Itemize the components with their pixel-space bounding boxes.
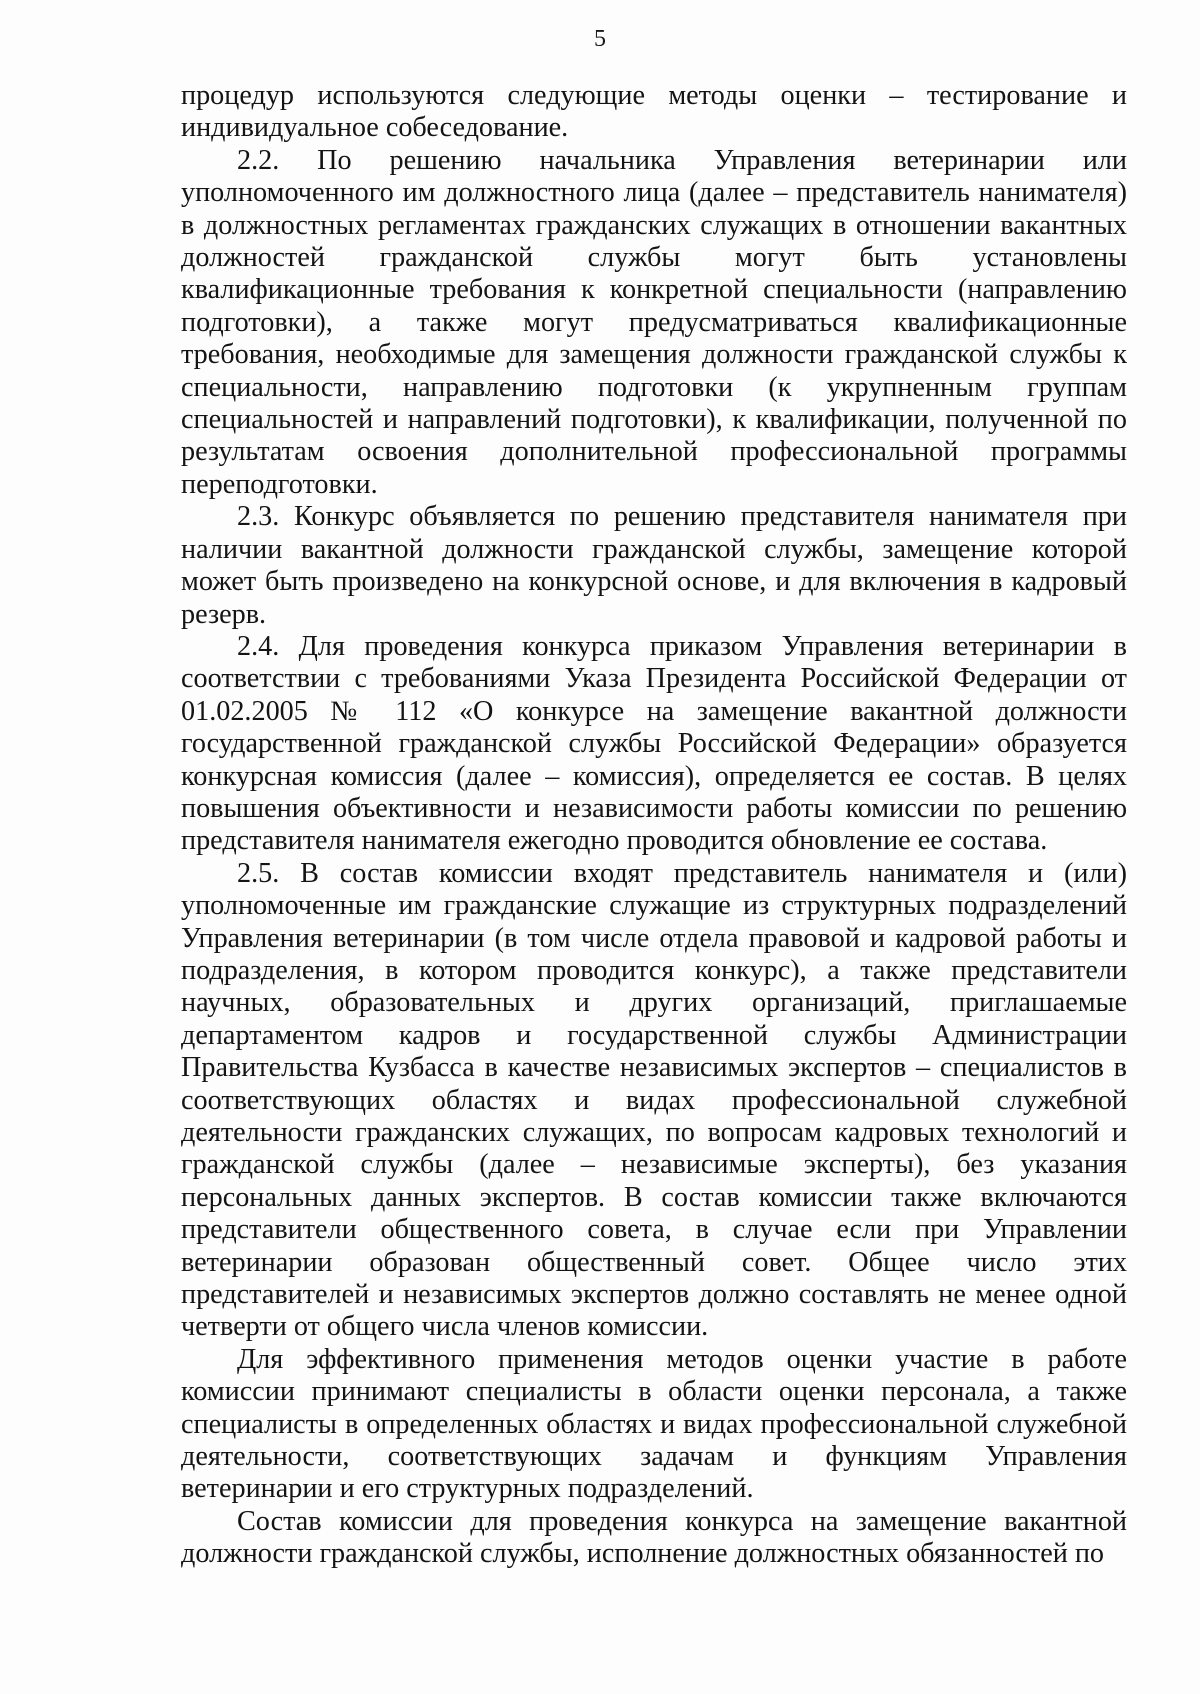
paragraph-2-3: 2.3. Конкурс объявляется по решению представителя нанимателя при наличии вакантной должности гражданской службы, замещение которой может быть произведено на конкурсной основе, и для включения в кадровый резерв.	[181, 501, 1127, 630]
document-body	[181, 80, 1127, 1571]
paragraph-2-5: 2.5. В состав комиссии входят представитель нанимателя и (или) уполномоченные им гражданские служащие из структурных подразделений Управления ветеринарии (в том числе отдела правовой и кадровой работы и подразделения, в котором проводится конкурс), а также представители научных, образовательных и других организаций, приглашаемые департаментом кадров и государственной службы Администрации Правительства Кузбасса в качестве независимых экспертов – специалистов в соответствующих областях и видах профессиональной служебной деятельности гражданских служащих, по вопросам кадровых технологий и гражданской службы (далее – независимые эксперты), без указания персональных данных экспертов. В состав комиссии также включаются представители общественного совета, в случае если при Управлении ветеринарии образован общественный совет. Общее число этих представителей и независимых экспертов должно составлять не менее одной четверти от общего числа членов комиссии.	[181, 857, 1127, 1343]
paragraph-evaluation-specialists: Для эффективного применения методов оценки участие в работе комиссии принимают специалисты в области оценки персонала, а также специалисты в определенных областях и видах профессиональной служебной деятельности, соответствующих задачам и функциям Управления ветеринарии и его структурных подразделений.	[181, 1343, 1127, 1505]
paragraph-2-4: 2.4. Для проведения конкурса приказом Управления ветеринарии в соответствии с требованиями Указа Президента Российской Федерации от 01.02.2005 № 112 «О конкурсе на замещение вакантной должности государственной гражданской службы Российской Федерации» образуется конкурсная комиссия (далее – комиссия), определяется ее состав. В целях повышения объективности и независимости работы комиссии по решению представителя нанимателя ежегодно проводится обновление ее состава.	[181, 630, 1127, 857]
page-number: 5	[594, 26, 606, 52]
paragraph-continuation: процедур используются следующие методы оценки – тестирование и индивидуальное собеседование.	[181, 80, 1127, 144]
paragraph-2-2: 2.2. По решению начальника Управления ветеринарии или уполномоченного им должностного лица (далее – представитель нанимателя) в должностных регламентах гражданских служащих в отношении вакантных должностей гражданской службы могут быть установлены квалификационные требования к конкретной специальности (направлению подготовки), а также могут предусматриваться квалификационные требования, необходимые для замещения должности гражданской службы к специальности, направлению подготовки (к укрупненным группам специальностей и направлений подготовки), к квалификации, полученной по результатам освоения дополнительной профессиональной программы переподготовки.	[181, 144, 1127, 500]
paragraph-commission-composition: Состав комиссии для проведения конкурса на замещение вакантной должности гражданской службы, исполнение должностных обязанностей по	[181, 1505, 1127, 1570]
